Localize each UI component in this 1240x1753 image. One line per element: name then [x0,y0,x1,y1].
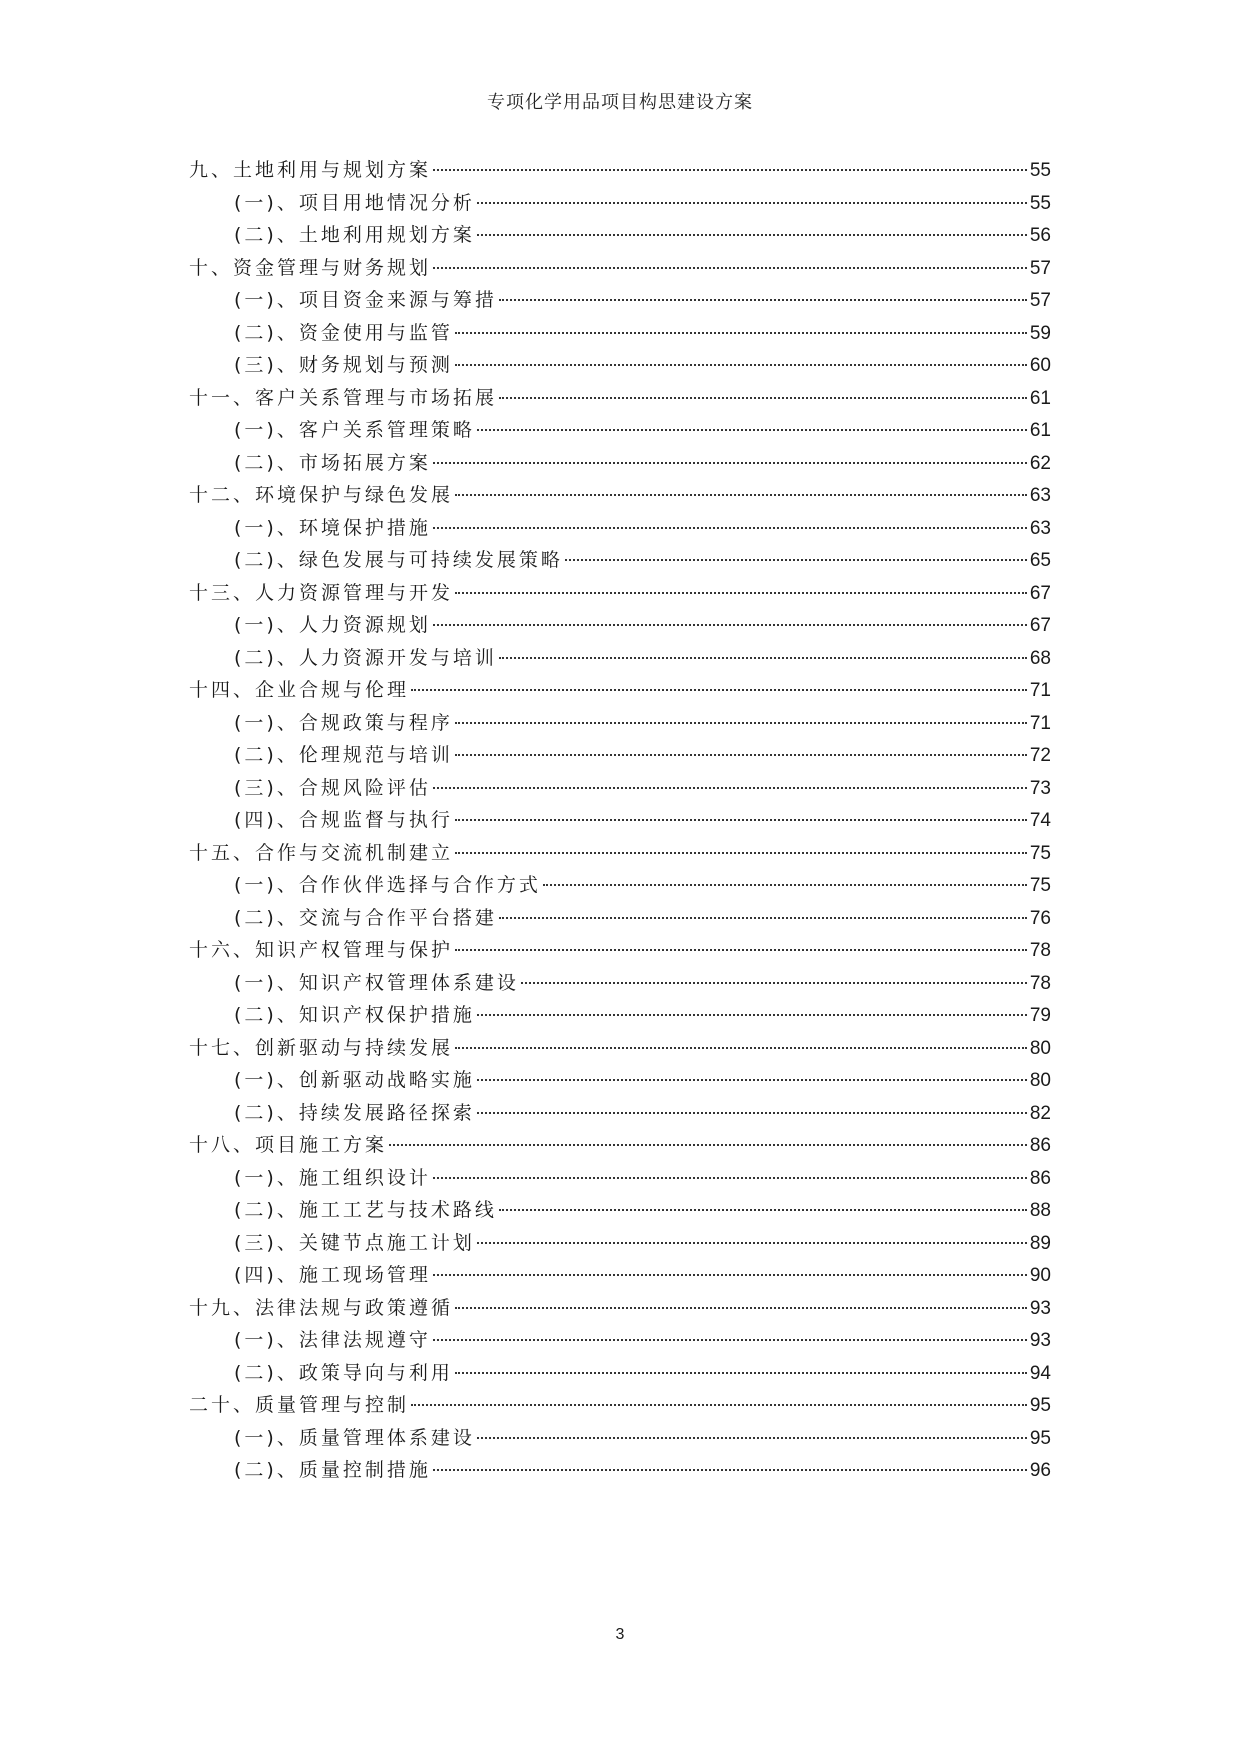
toc-section-entry[interactable] [189,1065,1051,1098]
dot-leader [433,527,1027,529]
toc-section-entry[interactable] [189,1358,1051,1391]
toc-section-entry[interactable] [189,448,1051,481]
dot-leader [521,982,1027,984]
toc-entry-label: (一)、质量管理体系建设 [234,1426,475,1449]
toc-entry-page-number: 65 [1029,550,1051,571]
toc-section-entry[interactable] [189,740,1051,773]
toc-entry-label: (二)、资金使用与监管 [234,321,453,344]
toc-entry-label: 九、土地利用与规划方案 [189,159,432,181]
toc-section-entry[interactable] [189,220,1051,253]
toc-entry-label: (二)、土地利用规划方案 [234,224,475,246]
toc-entry-label: (一)、合作伙伴选择与合作方式 [234,874,541,896]
toc-entry-page-number: 63 [1029,485,1051,506]
table-of-contents [189,155,1051,1488]
toc-entry-label: (一)、项目用地情况分析 [234,191,475,214]
dot-leader [455,722,1027,724]
toc-entry-page-number: 82 [1029,1102,1051,1124]
toc-section-entry[interactable] [189,1163,1051,1196]
dot-leader [477,1242,1027,1244]
dot-leader [433,267,1027,269]
toc-entry-label: (二)、市场拓展方案 [234,451,431,474]
toc-entry-label: (一)、客户关系管理策略 [234,419,475,441]
toc-entry-page-number: 68 [1029,647,1051,669]
toc-chapter-entry[interactable] [189,1130,1051,1163]
toc-section-entry[interactable] [189,318,1051,351]
dot-leader [477,1014,1027,1016]
toc-entry-label: (三)、关键节点施工计划 [234,1231,475,1254]
toc-entry-page-number: 73 [1029,777,1051,799]
dot-leader [433,169,1027,171]
dot-leader [455,364,1027,366]
page-header-title: 专项化学用品项目构思建设方案 [487,92,753,113]
toc-section-entry[interactable] [189,1325,1051,1358]
dot-leader [411,689,1027,691]
toc-entry-page-number: 74 [1029,810,1051,831]
toc-chapter-entry[interactable] [189,935,1051,968]
toc-chapter-entry[interactable] [189,383,1051,416]
toc-entry-page-number: 94 [1029,1362,1051,1384]
toc-entry-label: (二)、伦理规范与培训 [234,744,453,766]
toc-chapter-entry[interactable] [189,155,1051,188]
toc-section-entry[interactable] [189,1098,1051,1131]
toc-entry-label: (二)、持续发展路径探索 [234,1101,475,1124]
toc-entry-label: 十九、法律法规与政策遵循 [189,1296,454,1319]
toc-entry-page-number: 55 [1029,160,1051,181]
toc-entry-label: 十二、环境保护与绿色发展 [189,484,454,506]
toc-entry-page-number: 80 [1029,1037,1051,1059]
toc-entry-page-number: 67 [1029,582,1051,604]
toc-entry-page-number: 78 [1029,972,1051,994]
toc-entry-page-number: 96 [1029,1460,1051,1481]
toc-section-entry[interactable] [189,610,1051,643]
toc-entry-label: (二)、知识产权保护措施 [234,1004,475,1026]
toc-section-entry[interactable] [189,805,1051,838]
toc-section-entry[interactable] [189,513,1051,546]
dot-leader [433,624,1027,626]
toc-entry-label: 十一、客户关系管理与市场拓展 [189,386,498,409]
toc-entry-page-number: 57 [1029,290,1051,311]
toc-entry-page-number: 71 [1029,712,1051,734]
toc-section-entry[interactable] [189,1000,1051,1033]
toc-section-entry[interactable] [189,188,1051,221]
toc-entry-page-number: 93 [1029,1330,1051,1351]
toc-section-entry[interactable] [189,903,1051,936]
dot-leader [389,1144,1027,1146]
toc-entry-label: 十五、合作与交流机制建立 [189,841,454,864]
toc-entry-label: 十六、知识产权管理与保护 [189,939,454,961]
toc-entry-page-number: 95 [1029,1395,1051,1416]
toc-entry-page-number: 80 [1029,1070,1051,1091]
dot-leader [477,234,1027,236]
toc-entry-page-number: 79 [1029,1005,1051,1026]
toc-chapter-entry[interactable] [189,1390,1051,1423]
dot-leader [433,462,1027,464]
dot-leader [455,1307,1027,1309]
dot-leader [499,657,1027,659]
toc-entry-label: 十三、人力资源管理与开发 [189,581,454,604]
toc-chapter-entry[interactable] [189,578,1051,611]
toc-section-entry[interactable] [189,773,1051,806]
toc-entry-label: (一)、合规政策与程序 [234,711,453,734]
toc-entry-page-number: 75 [1029,842,1051,864]
toc-entry-page-number: 89 [1029,1232,1051,1254]
toc-entry-page-number: 86 [1029,1167,1051,1189]
toc-entry-label: 十四、企业合规与伦理 [189,679,410,701]
toc-entry-label: (二)、交流与合作平台搭建 [234,906,497,929]
toc-entry-label: (一)、项目资金来源与筹措 [234,289,497,311]
toc-section-entry[interactable] [189,285,1051,318]
toc-section-entry[interactable] [189,415,1051,448]
toc-section-entry[interactable] [189,545,1051,578]
dot-leader [455,592,1027,594]
toc-entry-label: (一)、人力资源规划 [234,614,431,636]
dot-leader [565,559,1027,561]
dot-leader [433,1469,1027,1471]
dot-leader [499,917,1027,919]
toc-entry-label: (一)、创新驱动战略实施 [234,1069,475,1091]
toc-entry-label: (二)、政策导向与利用 [234,1361,453,1384]
toc-entry-label: (二)、质量控制措施 [234,1459,431,1481]
dot-leader [455,949,1027,951]
dot-leader [455,494,1027,496]
toc-entry-page-number: 60 [1029,355,1051,376]
toc-entry-page-number: 88 [1029,1200,1051,1221]
toc-entry-page-number: 57 [1029,257,1051,279]
toc-section-entry[interactable] [189,1228,1051,1261]
toc-entry-page-number: 75 [1029,875,1051,896]
toc-entry-page-number: 56 [1029,225,1051,246]
toc-entry-page-number: 67 [1029,615,1051,636]
toc-entry-label: (一)、知识产权管理体系建设 [234,971,519,994]
toc-entry-label: (二)、绿色发展与可持续发展策略 [234,549,563,571]
toc-entry-label: (一)、施工组织设计 [234,1166,431,1189]
dot-leader [477,1079,1027,1081]
toc-entry-page-number: 61 [1029,387,1051,409]
toc-entry-label: (一)、环境保护措施 [234,516,431,539]
dot-leader [477,1112,1027,1114]
dot-leader [455,1372,1027,1374]
toc-entry-page-number: 78 [1029,940,1051,961]
toc-entry-label: 十八、项目施工方案 [189,1134,388,1156]
toc-chapter-entry[interactable] [189,1033,1051,1066]
dot-leader [433,1339,1027,1341]
toc-entry-label: (三)、合规风险评估 [234,776,431,799]
toc-chapter-entry[interactable] [189,480,1051,513]
toc-entry-page-number: 95 [1029,1427,1051,1449]
toc-entry-page-number: 72 [1029,745,1051,766]
toc-chapter-entry[interactable] [189,838,1051,871]
toc-entry-label: 十、资金管理与财务规划 [189,256,432,279]
toc-entry-page-number: 71 [1029,680,1051,701]
dot-leader [433,787,1027,789]
toc-chapter-entry[interactable] [189,675,1051,708]
dot-leader [477,202,1027,204]
toc-chapter-entry[interactable] [189,253,1051,286]
dot-leader [477,429,1027,431]
toc-entry-page-number: 76 [1029,907,1051,929]
toc-section-entry[interactable] [189,1423,1051,1456]
toc-entry-page-number: 55 [1029,192,1051,214]
toc-section-entry[interactable] [189,1260,1051,1293]
dot-leader [499,299,1027,301]
toc-entry-label: (二)、人力资源开发与培训 [234,646,497,669]
toc-section-entry[interactable] [189,350,1051,383]
toc-entry-label: (三)、财务规划与预测 [234,354,453,376]
toc-entry-label: 二十、质量管理与控制 [189,1394,410,1416]
toc-entry-label: (四)、施工现场管理 [234,1264,431,1286]
toc-entry-page-number: 86 [1029,1135,1051,1156]
toc-entry-page-number: 93 [1029,1297,1051,1319]
toc-section-entry[interactable] [189,968,1051,1001]
toc-chapter-entry[interactable] [189,1293,1051,1326]
toc-entry-label: (二)、施工工艺与技术路线 [234,1199,497,1221]
dot-leader [433,1274,1027,1276]
toc-entry-page-number: 63 [1029,517,1051,539]
toc-entry-page-number: 61 [1029,420,1051,441]
dot-leader [455,819,1027,821]
dot-leader [433,1177,1027,1179]
toc-section-entry[interactable] [189,1195,1051,1228]
dot-leader [411,1404,1027,1406]
dot-leader [543,884,1027,886]
dot-leader [499,397,1027,399]
dot-leader [455,1047,1027,1049]
toc-entry-label: (一)、法律法规遵守 [234,1329,431,1351]
page-number: 3 [615,1626,625,1643]
dot-leader [455,332,1027,334]
dot-leader [455,852,1027,854]
toc-entry-page-number: 90 [1029,1265,1051,1286]
dot-leader [455,754,1027,756]
toc-entry-page-number: 62 [1029,452,1051,474]
toc-section-entry[interactable] [189,1455,1051,1488]
toc-entry-page-number: 59 [1029,322,1051,344]
toc-section-entry[interactable] [189,708,1051,741]
toc-entry-label: (四)、合规监督与执行 [234,809,453,831]
toc-entry-label: 十七、创新驱动与持续发展 [189,1036,454,1059]
dot-leader [499,1209,1027,1211]
dot-leader [477,1437,1027,1439]
toc-section-entry[interactable] [189,643,1051,676]
toc-section-entry[interactable] [189,870,1051,903]
